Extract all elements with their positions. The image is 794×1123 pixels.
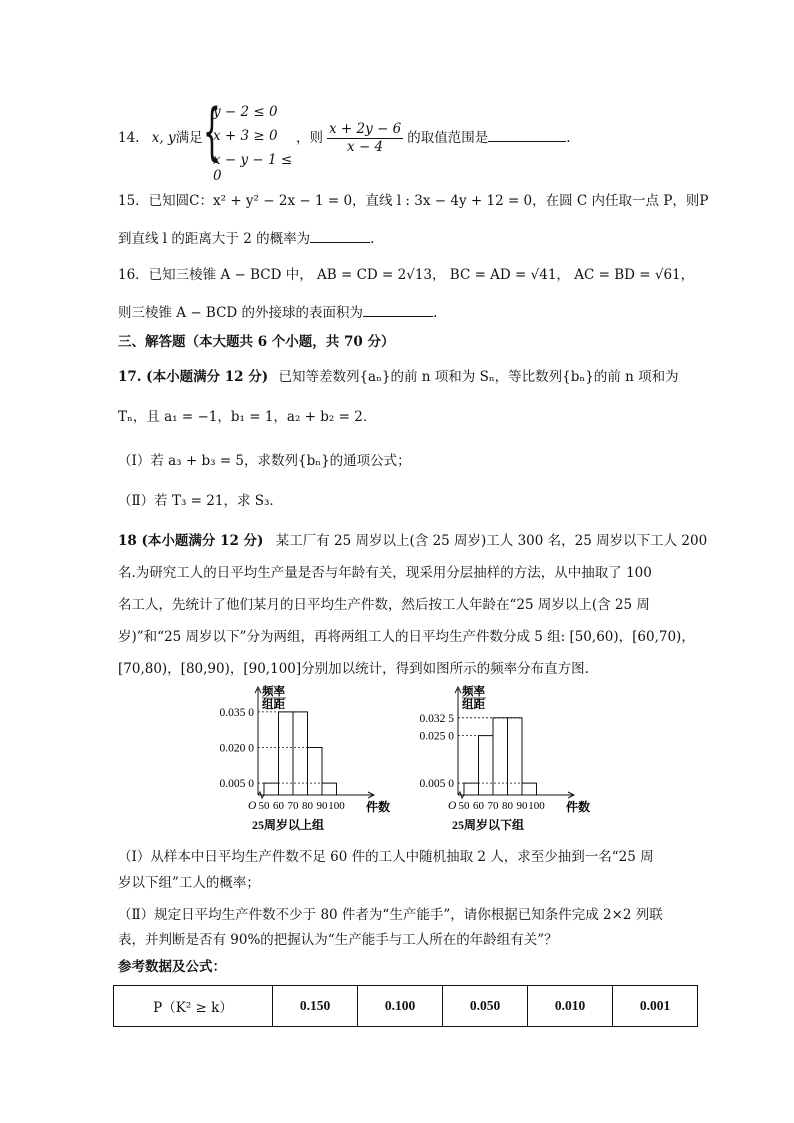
q17-part-2: （Ⅱ）若 T₃ = 21，求 S₃．	[118, 493, 283, 509]
x-tick-label: 80	[302, 800, 313, 812]
q18-line-5: [70,80)，[80,90)，[90,100]分别加以统计，得到如图所示的频率分布直方图.	[118, 661, 589, 677]
histogram-bar	[322, 783, 337, 795]
histogram-bar	[522, 783, 537, 795]
q14-ineq-2: x + 3 ≥ 0	[213, 128, 278, 144]
table-header-cell: P（K² ≥ k）	[114, 986, 273, 1027]
q14-line	[118, 129, 203, 147]
q18-part-2-a: （Ⅱ）规定日平均生产件数不少于 80 件者为“生产能手”，请你根据已知条件完成 2×2 列联	[118, 907, 663, 923]
table-cell: 0.150	[273, 986, 358, 1027]
histogram-above-25	[196, 683, 396, 843]
x-axis-label: 件数	[365, 800, 391, 814]
q14-inequality-system	[203, 95, 293, 184]
chart-title: 25周岁以上组	[251, 818, 325, 832]
q14-ineq-1: y − 2 ≤ 0	[213, 104, 278, 120]
x-tick-label: 60	[273, 800, 284, 812]
q18-line-4: 岁)”和“25 周岁以下”分为两组，再将两组工人的日平均生产件数分成 5 组: [50,60)，[60,70)，	[118, 629, 695, 645]
y-axis-label: 组距	[262, 699, 285, 711]
q14-answer-blank[interactable]	[488, 127, 566, 142]
q14-then: ，则	[296, 130, 323, 146]
q16-line-2	[118, 302, 437, 322]
histogram-bar	[308, 748, 323, 796]
q15-line-2-text: 到直线 l 的距离大于 2 的概率为	[118, 231, 311, 247]
y-axis-label: 频率	[262, 686, 285, 698]
table-cell: 0.010	[528, 986, 613, 1027]
q14-fraction	[327, 121, 403, 156]
q16-period: .	[433, 305, 438, 321]
q17-head: 17. (本小题满分 12 分)	[118, 369, 269, 385]
q17-line-1	[118, 368, 679, 386]
y-tick-label: 0.032 5	[419, 712, 454, 725]
q18-part-1-a: （Ⅰ）从样本中日平均生产件数不足 60 件的工人中随机抽取 2 人，求至少抽到一名“25 周	[118, 849, 654, 865]
q17-part-1: （Ⅰ）若 a₃ + b₃ = 5，求数列{bₙ}的通项公式；	[118, 453, 411, 469]
y-tick-label: 0.025 0	[419, 730, 454, 743]
histogram-bar	[464, 783, 479, 795]
brace-icon: {	[203, 95, 221, 168]
section-heading: 三、解答题（本大题共 6 个小题，共 70 分）	[118, 334, 395, 350]
q14-vars: x, y	[151, 130, 176, 146]
table-cell: 0.050	[443, 986, 528, 1027]
reference-heading: 参考数据及公式：	[118, 959, 226, 975]
y-axis-label: 频率	[462, 686, 485, 698]
y-tick-label: 0.020 0	[219, 742, 254, 755]
q18-line-3: 名工人，先统计了他们某月的日平均生产件数，然后按工人年龄在“25 周岁以上(含 25 周	[118, 597, 650, 613]
q14-number: 14.	[118, 130, 140, 146]
y-tick-label: 0.035 0	[219, 706, 254, 719]
critical-value-table	[113, 985, 698, 1027]
q15-period: .	[370, 231, 375, 247]
q14-tail	[296, 121, 571, 156]
y-tick-label: 0.005 0	[219, 778, 254, 791]
x-tick-label: 80	[502, 800, 513, 812]
y-tick-label: 0.005 0	[419, 778, 454, 791]
q14-period: .	[566, 130, 571, 146]
histogram-bar	[264, 783, 279, 795]
chart-title: 25周岁以下组	[451, 818, 525, 832]
histogram-bar	[479, 736, 494, 795]
q18-line-1	[118, 532, 707, 550]
q17-text-1: 已知等差数列{aₙ}的前 n 项和为 Sₙ，等比数列{bₙ}的前 n 项和为	[278, 369, 679, 385]
x-tick-label: 70	[487, 800, 499, 812]
q18-line-2: 名.为研究工人的日平均生产量是否与年龄有关，现采用分层抽样的方法，从中抽取了 100	[118, 565, 652, 581]
table-cell: 0.100	[358, 986, 443, 1027]
q14-satisfy: 满足	[175, 130, 203, 146]
q15-line-2	[118, 228, 374, 248]
y-axis-label: 组距	[462, 699, 485, 711]
q18-part-1-b: 岁以下组”工人的概率；	[118, 875, 260, 891]
x-axis-label: 件数	[565, 800, 591, 814]
q18-text-1: 某工厂有 25 周岁以上(含 25 周岁)工人 300 名，25 周岁以下工人 200	[275, 533, 708, 549]
q16-answer-blank[interactable]	[363, 302, 433, 317]
q14-range-text: 的取值范围是	[407, 130, 489, 146]
histogram-bar	[293, 712, 308, 795]
table-cell: 0.001	[613, 986, 698, 1027]
x-tick-label: 90	[516, 800, 528, 812]
q14-ineq-3: x − y − 1 ≤ 0	[213, 152, 293, 184]
q17-line-2: Tₙ，且 a₁ = −1，b₁ = 1，a₂ + b₂ = 2．	[118, 409, 377, 425]
q15-line-1: 15．已知圆C：x² + y² − 2x − 1 = 0，直线 l : 3x − 4y + 12 = 0，在圆 C 内任取一点 P，则P	[118, 193, 709, 209]
q15-answer-blank[interactable]	[310, 228, 370, 243]
x-tick-label: 70	[287, 800, 299, 812]
x-tick-label: 60	[473, 800, 484, 812]
x-tick-label: 50	[258, 800, 270, 812]
origin-label: O	[448, 800, 457, 812]
x-tick-label: 50	[458, 800, 470, 812]
x-tick-label: 100	[528, 800, 545, 812]
histogram-bar	[279, 712, 294, 795]
q18-head: 18 (本小题满分 12 分)	[118, 533, 264, 549]
origin-label: O	[248, 800, 257, 812]
q16-line-1: 16．已知三棱锥 A − BCD 中， AB = CD = 2√13， BC = AD = √41， AC = BD = √61，	[118, 267, 695, 283]
q14-numerator: x + 2y − 6	[329, 121, 402, 137]
histogram-below-25	[396, 683, 596, 843]
x-tick-label: 90	[316, 800, 328, 812]
q18-part-2-b: 表，并判断是否有 90%的把握认为“生产能手与工人所在的年龄组有关”？	[118, 932, 558, 948]
q16-line-2-text: 则三棱锥 A − BCD 的外接球的表面积为	[118, 305, 364, 321]
q14-denominator: x − 4	[347, 139, 384, 155]
x-tick-label: 100	[328, 800, 345, 812]
table-row	[114, 986, 698, 1027]
